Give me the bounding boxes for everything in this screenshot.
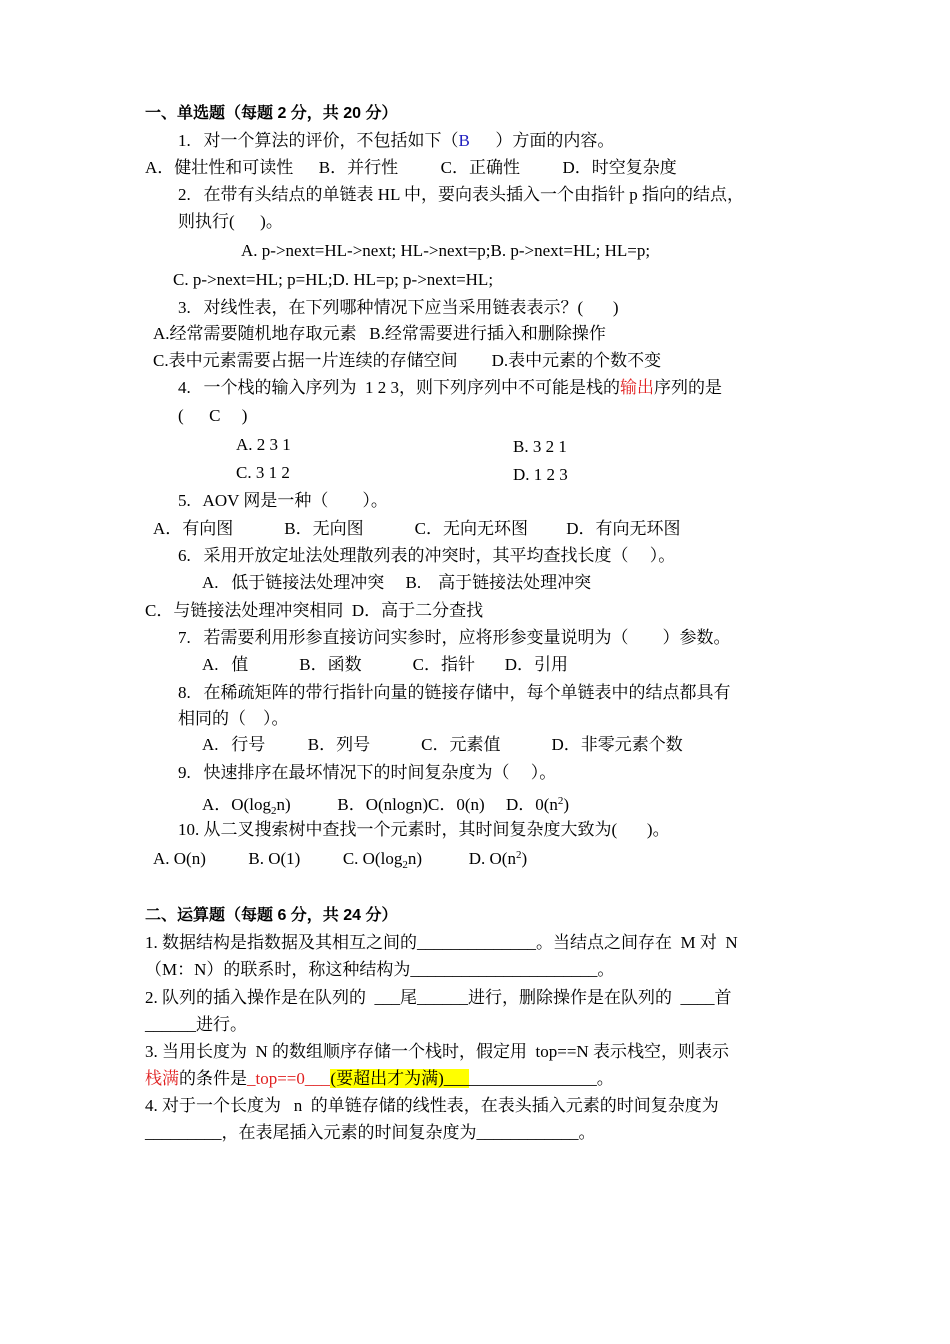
fill-question-2-line-1: 2. 队列的插入操作是在队列的 ___尾______进行，删除操作是在队列的 ____首 — [145, 988, 732, 1007]
question-2-options-cd: C. p->next=HL; p=HL;D. HL=p; p->next=HL; — [173, 270, 494, 289]
exponent-superscript: 2 — [515, 849, 522, 861]
question-4 — [178, 377, 722, 399]
question-2-line-2: 则执行( )。 — [178, 212, 283, 231]
question-9-option-cd: n)C．0(n) D．0(n — [413, 795, 558, 814]
stack-full-term: 栈满 — [145, 1069, 179, 1088]
fill-question-1-line-2: （M：N）的联系时，称这种结构为______________________。 — [145, 960, 615, 979]
question-4-line-2: ( C ) — [178, 406, 248, 425]
question-3-options-ab: A.经常需要随机地存取元素 B.经常需要进行插入和删除操作 — [153, 324, 606, 343]
fill-question-3-line-1: 3. 当用长度为 N 的数组顺序存储一个栈时，假定用 top==N 表示栈空，则表示 — [145, 1042, 729, 1061]
question-1 — [178, 130, 614, 152]
question-10: 10. 从二叉搜索树中查找一个元素时，其时间复杂度大致为( )。 — [178, 820, 670, 839]
question-1-stem-end: ）方面的内容。 — [469, 131, 615, 150]
question-4-option-d: D. 1 2 3 — [513, 465, 568, 484]
fill-question-3-line-2 — [145, 1068, 614, 1090]
question-10-option-d: n) D. O(n — [407, 849, 516, 868]
question-4-stem: 4. 一个栈的输入序列为 1 2 3，则下列序列中不可能是栈的 — [178, 378, 620, 397]
question-4-stem-end: 序列的是 — [654, 378, 722, 397]
question-3: 3. 对线性表，在下列哪种情况下应当采用链表表示？( ) — [178, 298, 619, 317]
question-9-option-a: A．O(log — [202, 795, 271, 814]
section-2-title: 二、运算题（每题 6 分，共 24 分） — [145, 907, 398, 924]
question-9-options — [202, 794, 569, 816]
log-base-subscript: 2 — [270, 805, 277, 817]
highlighted-note: (要超出才为满)___ — [330, 1069, 470, 1088]
question-9-option-b: n) B．O(nlog — [276, 795, 414, 814]
question-4-option-b: B. 3 2 1 — [513, 437, 567, 456]
question-4-option-a: A. 2 3 1 — [236, 435, 291, 454]
question-4-option-c: C. 3 1 2 — [236, 463, 290, 482]
question-8-options: A. 行号 B．列号 C．元素值 D．非零元素个数 — [202, 735, 683, 754]
question-8-line-1: 8. 在稀疏矩阵的带行指针向量的链接存储中，每个单链表中的结点都具有 — [178, 683, 731, 702]
question-2-options-ab: A. p->next=HL->next; HL->next=p;B. p->next=HL; HL=p; — [241, 241, 651, 260]
question-6-options-ab: A. 低于链接法处理冲突 B. 高于链接法处理冲突 — [202, 573, 592, 592]
log-base-subscript: 2 — [402, 859, 408, 871]
question-10-option-abc: A. O(n) B. O(1) C. O(log — [153, 849, 403, 868]
question-7-options: A. 值 B．函数 C．指针 D．引用 — [202, 655, 568, 674]
question-6-options-cd: C．与链接法处理冲突相同 D．高于二分查找 — [145, 601, 484, 620]
section-1-title: 一、单选题（每题 2 分，共 20 分） — [145, 105, 398, 122]
question-4-highlight: 输出 — [620, 378, 654, 397]
exponent-superscript: 2 — [557, 795, 564, 807]
fill-question-2-line-2: ______进行。 — [145, 1015, 247, 1034]
question-1-options: A．健壮性和可读性 B．并行性 C．正确性 D．时空复杂度 — [145, 158, 677, 177]
question-2-line-1: 2. 在带有头结点的单链表 HL 中，要向表头插入一个由指针 p 指向的结点， — [178, 185, 745, 204]
question-1-answer: B — [458, 131, 470, 150]
fill-question-4-line-2: _________，在表尾插入元素的时间复杂度为____________。 — [145, 1123, 596, 1142]
fill-question-1-line-1: 1. 数据结构是指数据及其相互之间的______________。当结点之间存在 M 对 N — [145, 933, 738, 952]
question-9-option-end: ) — [563, 795, 570, 814]
question-5-options: A．有向图 B．无向图 C．无向无环图 D．有向无环图 — [153, 519, 681, 538]
question-5: 5. AOV 网是一种（ ）。 — [178, 491, 388, 510]
question-9: 9. 快速排序在最坏情况下的时间复杂度为（ ）。 — [178, 763, 557, 782]
question-10-options — [153, 848, 527, 870]
question-8-line-2: 相同的（ ）。 — [178, 709, 289, 728]
question-10-option-end: ) — [521, 849, 528, 868]
question-6: 6. 采用开放定址法处理散列表的冲突时，其平均查找长度（ ）。 — [178, 546, 676, 565]
stack-full-answer: _top==0___ — [247, 1069, 331, 1088]
fill-question-3-text: 的条件是 — [179, 1069, 247, 1088]
question-1-stem: 1. 对一个算法的评价，不包括如下（ — [178, 131, 459, 150]
question-7: 7. 若需要利用形参直接访问实参时，应将形参变量说明为（ ）参数。 — [178, 628, 731, 647]
fill-question-3-blank: _______________。 — [469, 1069, 614, 1088]
fill-question-4-line-1: 4. 对于一个长度为 n 的单链存储的线性表，在表头插入元素的时间复杂度为 — [145, 1096, 719, 1115]
question-3-options-cd: C.表中元素需要占据一片连续的存储空间 D.表中元素的个数不变 — [153, 351, 662, 370]
